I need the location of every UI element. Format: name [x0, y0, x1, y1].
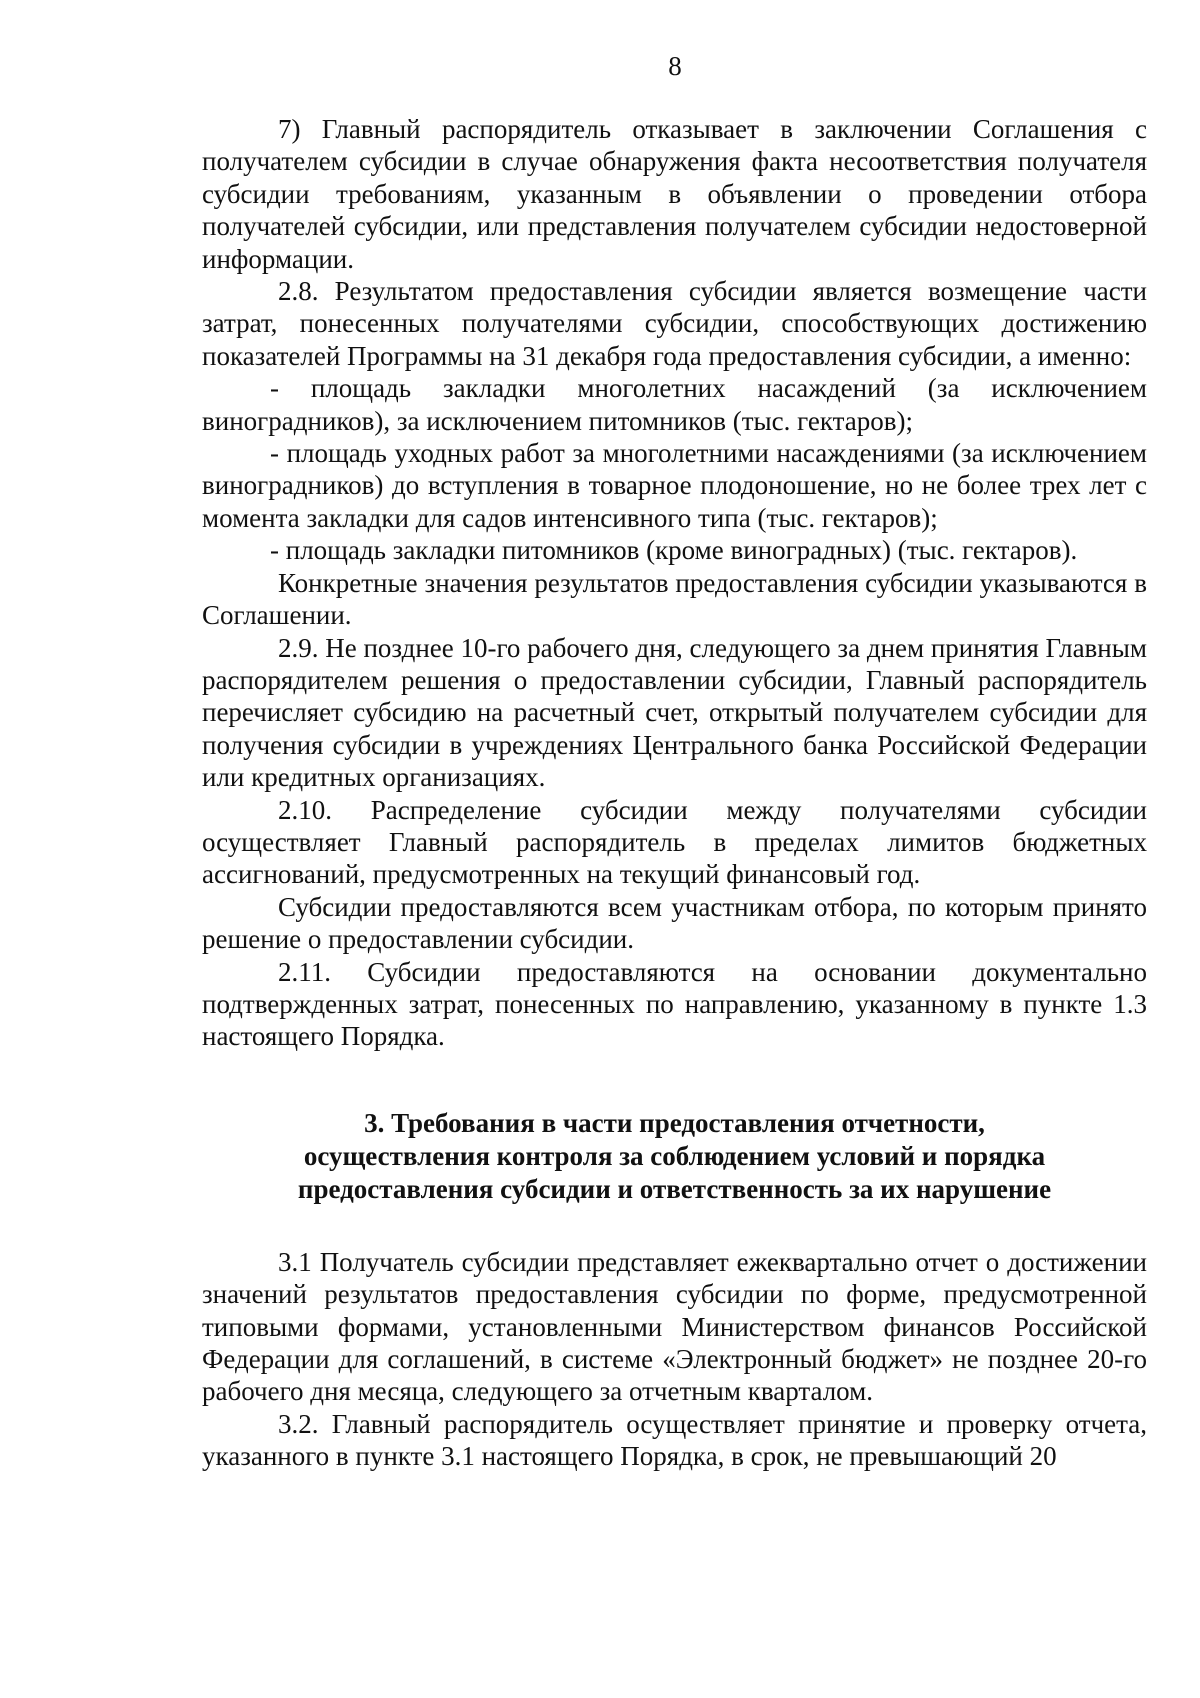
list-item: - площадь уходных работ за многолетними насаждениями (за исключением виноградников) до вступления в товарное плодоношение, но не более трех лет с момента закладки для садов интенсивного типа (тыс. гектаров); — [202, 438, 1147, 533]
paragraph-2-10: 2.10. Распределение субсидии между получателями субсидии осуществляет Главный распорядитель в пределах лимитов бюджетных ассигнований, предусмотренных на текущий финансовый год. — [202, 794, 1147, 890]
paragraph-2-11: 2.11. Субсидии предоставляются на основании документально подтвержденных затрат, понесенных по направлению, указанному в пункте 1.3 настоящего Порядка. — [202, 956, 1147, 1052]
heading-line: предоставления субсидии и ответственность за их нарушение — [297, 1173, 1052, 1204]
section-3-heading — [202, 1107, 1147, 1206]
paragraph-specific-values: Конкретные значения результатов предоставления субсидии указываются в Соглашении. — [202, 567, 1147, 631]
list-item: - площадь закладки многолетних насаждений (за исключением виноградников), за исключением питомников (тыс. гектаров); — [202, 373, 1147, 436]
paragraph-2-8: 2.8. Результатом предоставления субсидии является возмещение части затрат, понесенных получателями субсидии, способствующих достижению показателей Программы на 31 декабря года предоставления субсидии, а именно: — [202, 276, 1147, 371]
list-item: - площадь закладки питомников (кроме виноградных) (тыс. гектаров). — [270, 535, 1078, 566]
section-2-continuation — [202, 113, 1147, 1053]
heading-line: осуществления контроля за соблюдением условий и порядка — [303, 1140, 1046, 1171]
paragraph-subsidies: Субсидии предоставляются всем участникам отбора, по которым принято решение о предоставлении субсидии. — [202, 891, 1147, 955]
paragraph-3-2: 3.2. Главный распорядитель осуществляет принятие и проверку отчета, указанного в пункте 3.1 настоящего Порядка, в срок, не превышающий 20 — [202, 1408, 1147, 1472]
document-body — [202, 113, 1147, 1473]
paragraph-2-9: 2.9. Не позднее 10-го рабочего дня, следующего за днем принятия Главным распорядителем решения о предоставлении субсидии, Главный распорядитель перечисляет субсидию на расчетный счет, открытый получателем субсидии для получения субсидии в учреждениях Центрального банка Российской Федерации или кредитных организациях. — [202, 632, 1147, 793]
paragraph-3-1: 3.1 Получатель субсидии представляет ежеквартально отчет о достижении значений результатов предоставления субсидии по форме, предусмотренной типовыми формами, установленными Министерством финансов Российской Федерации для соглашений, в системе «Электронный бюджет» не позднее 20-го рабочего дня месяца, следующего за отчетным кварталом. — [202, 1246, 1147, 1407]
heading-line: 3. Требования в части предоставления отчетности, — [364, 1107, 985, 1138]
paragraph-7: 7) Главный распорядитель отказывает в заключении Соглашения с получателем субсидии в случае обнаружения факта несоответствия получателя субсидии требованиям, указанным в объявлении о проведении отбора получателей субсидии, или представления получателем субсидии недостоверной информации. — [202, 114, 1147, 274]
page-number: 8 — [668, 51, 682, 81]
section-3-body — [202, 1246, 1147, 1473]
